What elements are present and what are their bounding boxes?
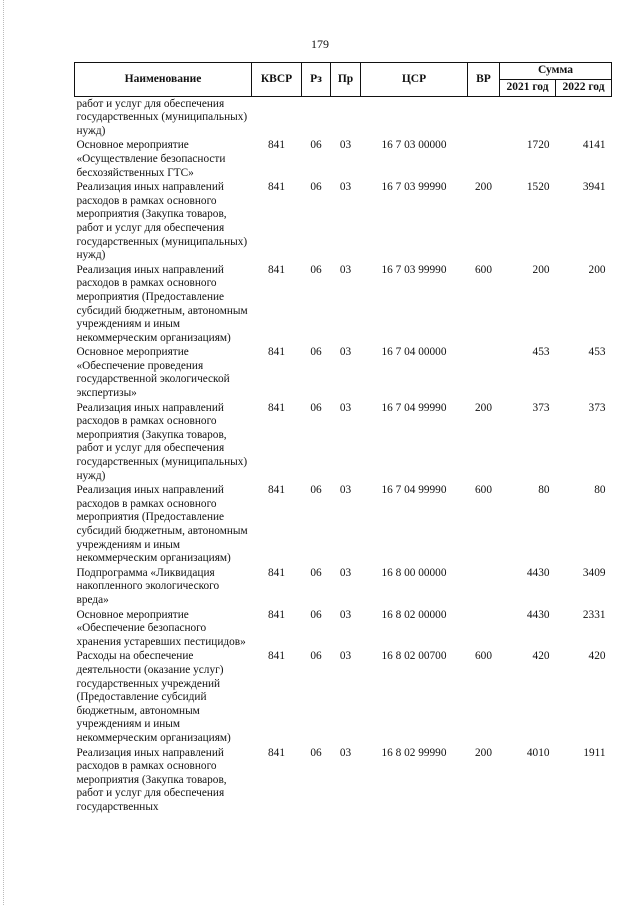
- table-row: [75, 649, 612, 745]
- header-year-2021: 2021 год: [500, 80, 556, 97]
- header-sum: Сумма: [500, 63, 612, 80]
- cell-rz: 06: [310, 608, 322, 621]
- cell-pr: 03: [339, 401, 352, 414]
- cell-kvsr: 841: [268, 181, 285, 194]
- cell-name: Основное мероприятие «Обеспечение проведения государственной экологической экспертизы»: [76, 346, 230, 400]
- cell-vr: [468, 96, 500, 138]
- table-row: [75, 608, 612, 650]
- header-vr: ВР: [468, 63, 500, 97]
- cell-sum-2022: 3409: [582, 566, 606, 579]
- cell-vr: [468, 345, 500, 400]
- cell-kvsr: 841: [268, 263, 285, 276]
- cell-csr: 16 7 04 99990: [381, 401, 447, 414]
- cell-vr: [468, 608, 500, 650]
- budget-table: [74, 62, 612, 814]
- cell-name: Основное мероприятие «Обеспечение безопасного хранения устаревших пестицидов»: [76, 608, 246, 648]
- cell-vr: [468, 138, 500, 180]
- cell-kvsr: 841: [268, 484, 285, 497]
- cell-kvsr: 841: [268, 608, 285, 621]
- cell-rz: 06: [310, 346, 322, 359]
- scan-edge-line: [3, 0, 5, 905]
- cell-vr: 600: [475, 484, 492, 497]
- cell-pr: 03: [339, 346, 352, 359]
- cell-pr: 03: [339, 484, 352, 497]
- cell-name: Расходы на обеспечение деятельности (оказание услуг) государственных учреждений (Предоставление субсидий бюджетным, автономным учреждениям и иным некоммерческим организациям): [76, 650, 231, 744]
- table-row: [75, 180, 612, 263]
- cell-pr: 03: [339, 650, 352, 663]
- cell-sum-2021: 373: [532, 401, 550, 414]
- cell-kvsr: 841: [268, 650, 285, 663]
- cell-pr: 03: [339, 608, 352, 621]
- cell-vr: 200: [475, 181, 492, 194]
- cell-sum-2022: 373: [588, 401, 606, 414]
- cell-csr: 16 7 03 99990: [381, 181, 447, 194]
- cell-sum-2021: 1720: [526, 139, 550, 152]
- cell-rz: 06: [310, 484, 322, 497]
- cell-csr: 16 8 00 00000: [381, 566, 447, 579]
- cell-name: Подпрограмма «Ликвидация накопленного экологического вреда»: [76, 566, 220, 606]
- table-row: [75, 566, 612, 608]
- table-row: [75, 263, 612, 346]
- header-name: Наименование: [75, 63, 252, 97]
- cell-rz: 06: [310, 263, 322, 276]
- cell-vr: 600: [475, 263, 492, 276]
- cell-kvsr: 841: [268, 746, 285, 759]
- cell-sum-2022: [556, 96, 612, 138]
- cell-sum-2021: 4430: [526, 566, 550, 579]
- table-row: [75, 138, 612, 180]
- cell-sum-2021: [500, 96, 556, 138]
- cell-rz: 06: [310, 139, 322, 152]
- table-body: [75, 96, 612, 814]
- cell-sum-2022: 200: [588, 263, 606, 276]
- cell-pr: 03: [339, 139, 352, 152]
- cell-sum-2021: 80: [538, 484, 550, 497]
- cell-rz: 06: [310, 401, 322, 414]
- cell-pr: [331, 96, 361, 138]
- cell-sum-2022: 3941: [582, 181, 606, 194]
- cell-pr: 03: [339, 263, 352, 276]
- cell-csr: 16 7 03 99990: [381, 263, 447, 276]
- header-pr: Пр: [331, 63, 361, 97]
- cell-pr: 03: [339, 566, 352, 579]
- cell-kvsr: 841: [268, 566, 285, 579]
- cell-csr: 16 8 02 00700: [381, 650, 447, 663]
- table-row: [75, 483, 612, 566]
- cell-csr: [361, 96, 468, 138]
- cell-kvsr: 841: [268, 346, 285, 359]
- cell-sum-2021: 1520: [526, 181, 550, 194]
- cell-sum-2022: 2331: [582, 608, 606, 621]
- cell-csr: 16 8 02 99990: [381, 746, 447, 759]
- cell-sum-2021: 420: [532, 650, 550, 663]
- table-row: [75, 345, 612, 400]
- cell-name: Реализация иных направлений расходов в рамках основного мероприятия (Закупка товаров, работ и услуг для обеспечения государственных (муниципальных) нужд): [76, 181, 248, 262]
- cell-vr: 200: [475, 401, 492, 414]
- cell-sum-2022: 453: [588, 346, 606, 359]
- cell-rz: [302, 96, 331, 138]
- cell-name: Реализация иных направлений расходов в рамках основного мероприятия (Предоставление субсидий бюджетным, автономным учреждениям и иным некоммерческим организациям): [76, 484, 248, 565]
- cell-vr: 200: [475, 746, 492, 759]
- cell-vr: 600: [475, 650, 492, 663]
- cell-sum-2022: 420: [588, 650, 606, 663]
- page-number: 179: [311, 37, 329, 51]
- cell-sum-2021: 4010: [526, 746, 550, 759]
- cell-sum-2022: 80: [594, 484, 606, 497]
- cell-csr: 16 7 03 00000: [381, 139, 447, 152]
- cell-name: Реализация иных направлений расходов в рамках основного мероприятия (Закупка товаров, работ и услуг для обеспечения государственных: [76, 746, 227, 813]
- table-row: [75, 96, 612, 138]
- cell-name: Реализация иных направлений расходов в рамках основного мероприятия (Закупка товаров, работ и услуг для обеспечения государственных (муниципальных) нужд): [76, 401, 248, 482]
- cell-sum-2022: 4141: [582, 139, 606, 152]
- cell-kvsr: [252, 96, 302, 138]
- cell-kvsr: 841: [268, 139, 285, 152]
- cell-csr: 16 7 04 99990: [381, 484, 447, 497]
- header-csr: ЦСР: [361, 63, 468, 97]
- cell-sum-2021: 200: [532, 263, 550, 276]
- header-rz: Рз: [302, 63, 331, 97]
- cell-name: Реализация иных направлений расходов в рамках основного мероприятия (Предоставление субсидий бюджетным, автономным учреждениям и иным некоммерческим организациям): [76, 263, 248, 344]
- table-row: [75, 401, 612, 484]
- cell-pr: 03: [339, 746, 352, 759]
- cell-csr: 16 7 04 00000: [381, 346, 447, 359]
- cell-vr: [468, 566, 500, 608]
- cell-rz: 06: [310, 566, 322, 579]
- cell-sum-2022: 1911: [583, 746, 606, 759]
- header-kvsr: КВСР: [252, 63, 302, 97]
- cell-csr: 16 8 02 00000: [381, 608, 447, 621]
- table-header: [75, 63, 612, 97]
- table-row: [75, 746, 612, 815]
- cell-sum-2021: 453: [532, 346, 550, 359]
- cell-name: работ и услуг для обеспечения государственных (муниципальных) нужд): [76, 97, 248, 137]
- cell-rz: 06: [310, 746, 322, 759]
- cell-pr: 03: [339, 181, 352, 194]
- cell-kvsr: 841: [268, 401, 285, 414]
- cell-rz: 06: [310, 650, 322, 663]
- cell-sum-2021: 4430: [526, 608, 550, 621]
- cell-name: Основное мероприятие «Осуществление безопасности бесхозяйственных ГТС»: [76, 139, 226, 179]
- header-year-2022: 2022 год: [556, 80, 612, 97]
- cell-rz: 06: [310, 181, 322, 194]
